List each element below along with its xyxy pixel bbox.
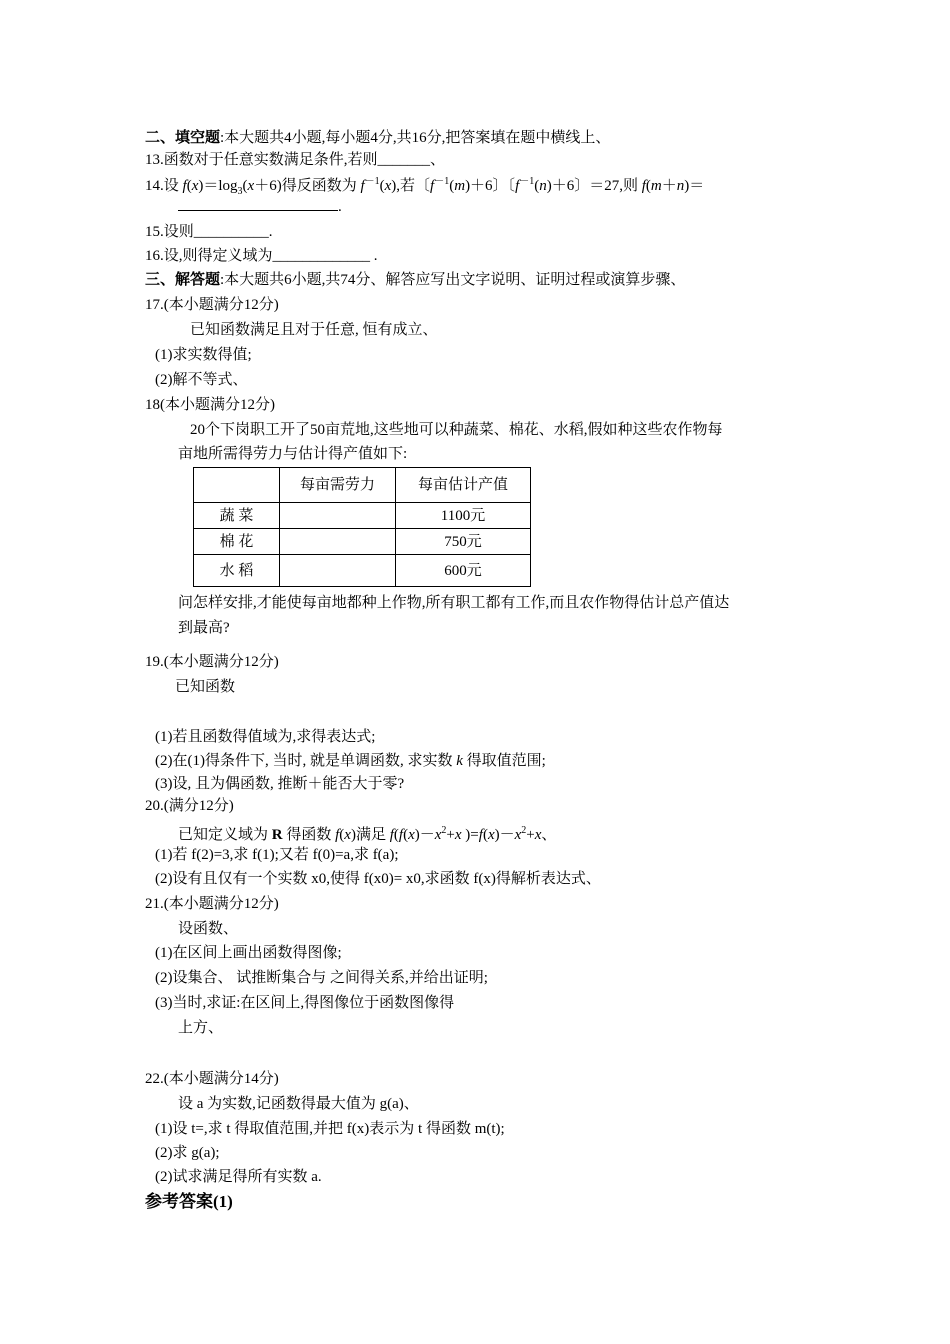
q20-text: )－ [494, 827, 515, 843]
q20-f: f [389, 827, 394, 843]
section-3-header [145, 270, 685, 290]
q20-text: )= [461, 827, 479, 843]
q14-f: f [515, 178, 520, 194]
q14-m: m [650, 178, 662, 194]
q14-text: ＋6)得反函数为 [254, 178, 361, 194]
q20-f: f [335, 827, 340, 843]
q19-head: 19.(本小题满分12分) [145, 654, 279, 670]
table-row [194, 503, 531, 529]
q20-x: x [434, 827, 442, 843]
q19-sub-2 [155, 751, 546, 771]
table-cell-crop: 棉 花 [194, 529, 280, 555]
q22-sub-2: (2)求 g(a); [155, 1145, 220, 1161]
q14-text: ( [242, 178, 248, 194]
q20-text: ( [393, 827, 399, 843]
question-15: 15.设则__________. [145, 224, 273, 240]
q14-f: f [430, 178, 435, 194]
q20-x: x [408, 827, 415, 843]
q18-ask-1: 问怎样安排,才能使每亩地都种上作物,所有职工都有工作,而且农作物得估计总产值达 [178, 595, 730, 611]
q17-sub-1: (1)求实数得值; [155, 347, 252, 363]
table-cell-value: 1100元 [396, 503, 531, 529]
q20-intro [178, 821, 556, 845]
q22-intro: 设 a 为实数,记函数得最大值为 g(a)、 [178, 1096, 419, 1112]
q21-sub-1: (1)在区间上画出函数得图像; [155, 945, 342, 961]
q20-sub-1: (1)若 f(2)=3,求 f(1);又若 f(0)=a,求 f(a); [155, 847, 399, 863]
q20-sup: 2 [441, 825, 447, 836]
question-13: 13.函数对于任意实数满足条件,若则_______、 [145, 152, 446, 168]
table-cell-labor [280, 503, 396, 529]
q14-sup: －1 [434, 176, 450, 187]
q20-head: 20.(满分12分) [145, 798, 234, 814]
q20-f: f [478, 827, 483, 843]
q20-sub-2: (2)设有且仅有一个实数 x0,使得 f(x0)= x0,求函数 f(x)得解析表达式、 [155, 871, 601, 887]
table-header-value: 每亩估计产值 [396, 468, 531, 503]
q20-text: 、 [541, 827, 557, 843]
q18-ask-2: 到最高? [178, 620, 230, 636]
q20-x: x [454, 827, 462, 843]
q20-x: x [487, 827, 495, 843]
q14-text: ),若〔 [391, 178, 431, 194]
q14-text: )＝log [198, 178, 238, 194]
question-16: 16.设,则得定义域为_____________ . [145, 248, 378, 264]
q20-f: f [398, 827, 404, 843]
q20-R: R [271, 827, 283, 843]
table-row [194, 555, 531, 587]
q14-text: ( [449, 178, 455, 194]
q20-text: )－ [414, 827, 435, 843]
q14-f: f [641, 178, 646, 194]
section-2-desc: :本大题共4小题,每小题4分,共16分,把答案填在题中横线上、 [220, 130, 611, 146]
q19-intro: 已知函数 [175, 679, 236, 695]
table-cell-crop: 蔬 菜 [194, 503, 280, 529]
q19-k: k [456, 753, 463, 769]
q14-x: x [384, 178, 392, 194]
answers-title: 参考答案(1) [145, 1192, 233, 1211]
table-cell-crop: 水 稻 [194, 555, 280, 587]
q14-text: ＋ [661, 178, 677, 194]
q21-intro: 设函数、 [178, 921, 239, 937]
q20-x: x [514, 827, 522, 843]
q20-text: ( [339, 827, 345, 843]
q14-sub: 3 [237, 186, 243, 197]
q19-sub-2-text: (2)在(1)得条件下, 当时, 就是单调函数, 求实数 [155, 753, 457, 769]
q20-sup: 2 [521, 825, 527, 836]
q14-text: ( [534, 178, 540, 194]
q20-x: x [344, 827, 351, 843]
q20-text: )满足 [350, 827, 390, 843]
table-corner-cell [194, 468, 280, 503]
q21-sub-3: (3)当时,求证:在区间上,得图像位于函数图像得 [155, 995, 455, 1011]
section-2-title: 二、填空题 [145, 130, 221, 146]
q19-sub-1: (1)若且函数得值域为,求得表达式; [155, 729, 376, 745]
section-2-header [145, 128, 610, 148]
q19-sub-3: (3)设, 且为偶函数, 推断＋能否大于零? [155, 776, 405, 792]
table-header-row [194, 468, 531, 503]
q22-sub-1: (1)设 t=,求 t 得取值范围,并把 f(x)表示为 t 得函数 m(t); [155, 1121, 505, 1137]
q14-text: 14.设 [145, 178, 183, 194]
q14-x: x [191, 178, 199, 194]
crop-table [193, 467, 531, 587]
q22-head: 22.(本小题满分14分) [145, 1071, 279, 1087]
section-3-title: 三、解答题 [145, 272, 221, 288]
q17-sub-2: (2)解不等式、 [155, 372, 248, 388]
table-cell-value: 600元 [396, 555, 531, 587]
q18-intro-1: 20个下岗职工开了50亩荒地,这些地可以种蔬菜、棉花、水稻,假如种这些农作物每 [190, 422, 723, 438]
q21-sub-3-cont: 上方、 [178, 1020, 224, 1036]
q20-text: + [446, 827, 455, 843]
section-3-desc: :本大题共6小题,共74分、解答应写出文字说明、证明过程或演算步骤、 [220, 272, 686, 288]
table-cell-labor [280, 529, 396, 555]
q20-text: 已知定义域为 [178, 827, 272, 843]
q18-intro-2: 亩地所需得劳力与估计得产值如下: [178, 446, 408, 462]
q14-text: ( [379, 178, 385, 194]
q14-n: n [676, 178, 685, 194]
q18-head: 18(本小题满分12分) [145, 397, 275, 413]
q14-m: m [454, 178, 466, 194]
table-header-labor: 每亩需劳力 [280, 468, 396, 503]
q14-tail: . [338, 199, 342, 215]
q20-text: + [526, 827, 535, 843]
q14-text: )＋6〕〔 [465, 178, 516, 194]
q14-text: )＋6〕＝27,则 [546, 178, 642, 194]
table-cell-labor [280, 555, 396, 587]
q14-f: f [182, 178, 187, 194]
q22-sub-3: (2)试求满足得所有实数 a. [155, 1169, 322, 1185]
q20-text: 得函数 [282, 827, 336, 843]
q14-text: )＝ [684, 178, 705, 194]
q14-answer-line [178, 196, 342, 217]
table-cell-value: 750元 [396, 529, 531, 555]
q19-sub-2-text: 得取值范围; [462, 753, 546, 769]
q14-sup: －1 [364, 176, 380, 187]
q20-x: x [534, 827, 542, 843]
q21-head: 21.(本小题满分12分) [145, 896, 279, 912]
q14-text: ( [645, 178, 651, 194]
q17-intro: 已知函数满足且对于任意, 恒有成立、 [190, 322, 438, 338]
q14-f: f [360, 178, 365, 194]
q20-text: ( [403, 827, 409, 843]
q14-x: x [247, 178, 255, 194]
q17-head: 17.(本小题满分12分) [145, 297, 279, 313]
q14-blank [178, 196, 338, 211]
q14-sup: －1 [519, 176, 535, 187]
q20-text: ( [482, 827, 488, 843]
q14-text: ( [186, 178, 192, 194]
q14-n: n [539, 178, 547, 194]
table-row [194, 529, 531, 555]
q21-sub-2: (2)设集合、 试推断集合与 之间得关系,并给出证明; [155, 970, 488, 986]
